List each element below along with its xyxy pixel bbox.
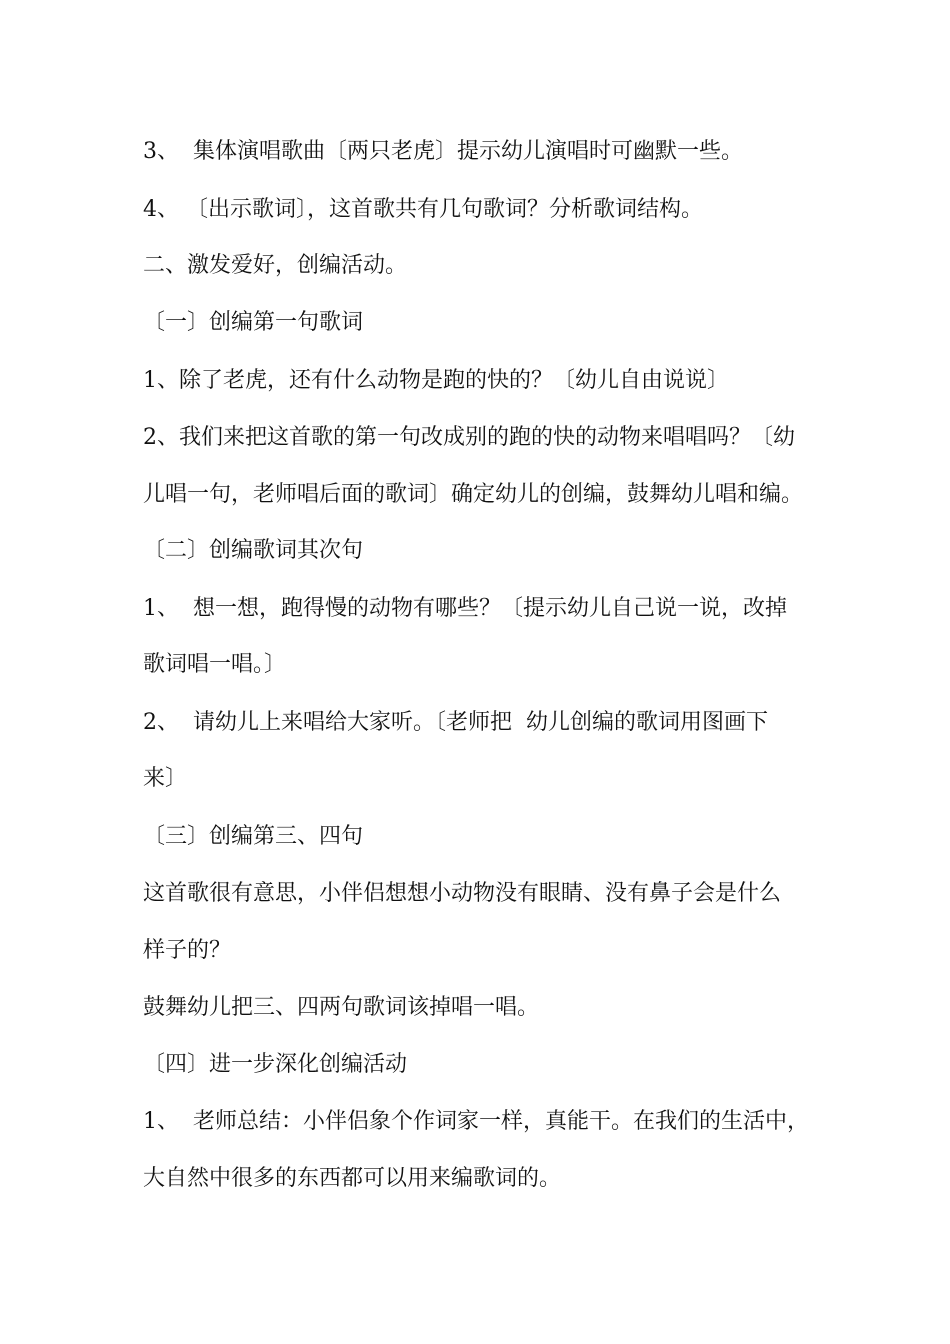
text-line: 样子的？ bbox=[143, 938, 232, 963]
text-line: 2、 请幼儿上来唱给大家听。〔老师把 幼儿创编的歌词用图画下 bbox=[143, 710, 768, 735]
text-line: 〔三〕创编第三、四句 bbox=[143, 824, 364, 849]
text-line: 1、 老师总结：小伴侣象个作词家一样，真能干。在我们的生活中， bbox=[143, 1109, 809, 1134]
text-line: 鼓舞幼儿把三、四两句歌词该掉唱一唱。 bbox=[143, 995, 540, 1020]
text-line: 〔四〕进一步深化创编活动 bbox=[143, 1052, 408, 1077]
text-line: 1、除了老虎，还有什么动物是跑的快的？〔幼儿自由说说〕 bbox=[143, 368, 729, 393]
text-line: 〔二〕创编歌词其次句 bbox=[143, 538, 364, 563]
text-line: 4、 〔出示歌词〕，这首歌共有几句歌词？分析歌词结构。 bbox=[143, 197, 703, 222]
text-line: 这首歌很有意思，小伴侣想想小动物没有眼睛、没有鼻子会是什么 bbox=[143, 881, 782, 906]
text-line: 〔一〕创编第一句歌词 bbox=[143, 310, 364, 335]
text-line: 二、激发爱好，创编活动。 bbox=[143, 253, 408, 278]
text-line: 来〕 bbox=[143, 766, 188, 791]
text-line: 歌词唱一唱。〕 bbox=[143, 652, 287, 677]
text-line: 3、 集体演唱歌曲〔两只老虎〕提示幼儿演唱时可幽默一些。 bbox=[143, 139, 743, 164]
text-line: 儿唱一句，老师唱后面的歌词〕确定幼儿的创编，鼓舞幼儿唱和编。 bbox=[143, 482, 804, 507]
text-line: 2、我们来把这首歌的第一句改成别的跑的快的动物来唱唱吗？〔幼 bbox=[143, 425, 795, 450]
text-line: 1、 想一想，跑得慢的动物有哪些？〔提示幼儿自己说一说，改掉 bbox=[143, 596, 787, 621]
text-line: 大自然中很多的东西都可以用来编歌词的。 bbox=[143, 1166, 562, 1191]
